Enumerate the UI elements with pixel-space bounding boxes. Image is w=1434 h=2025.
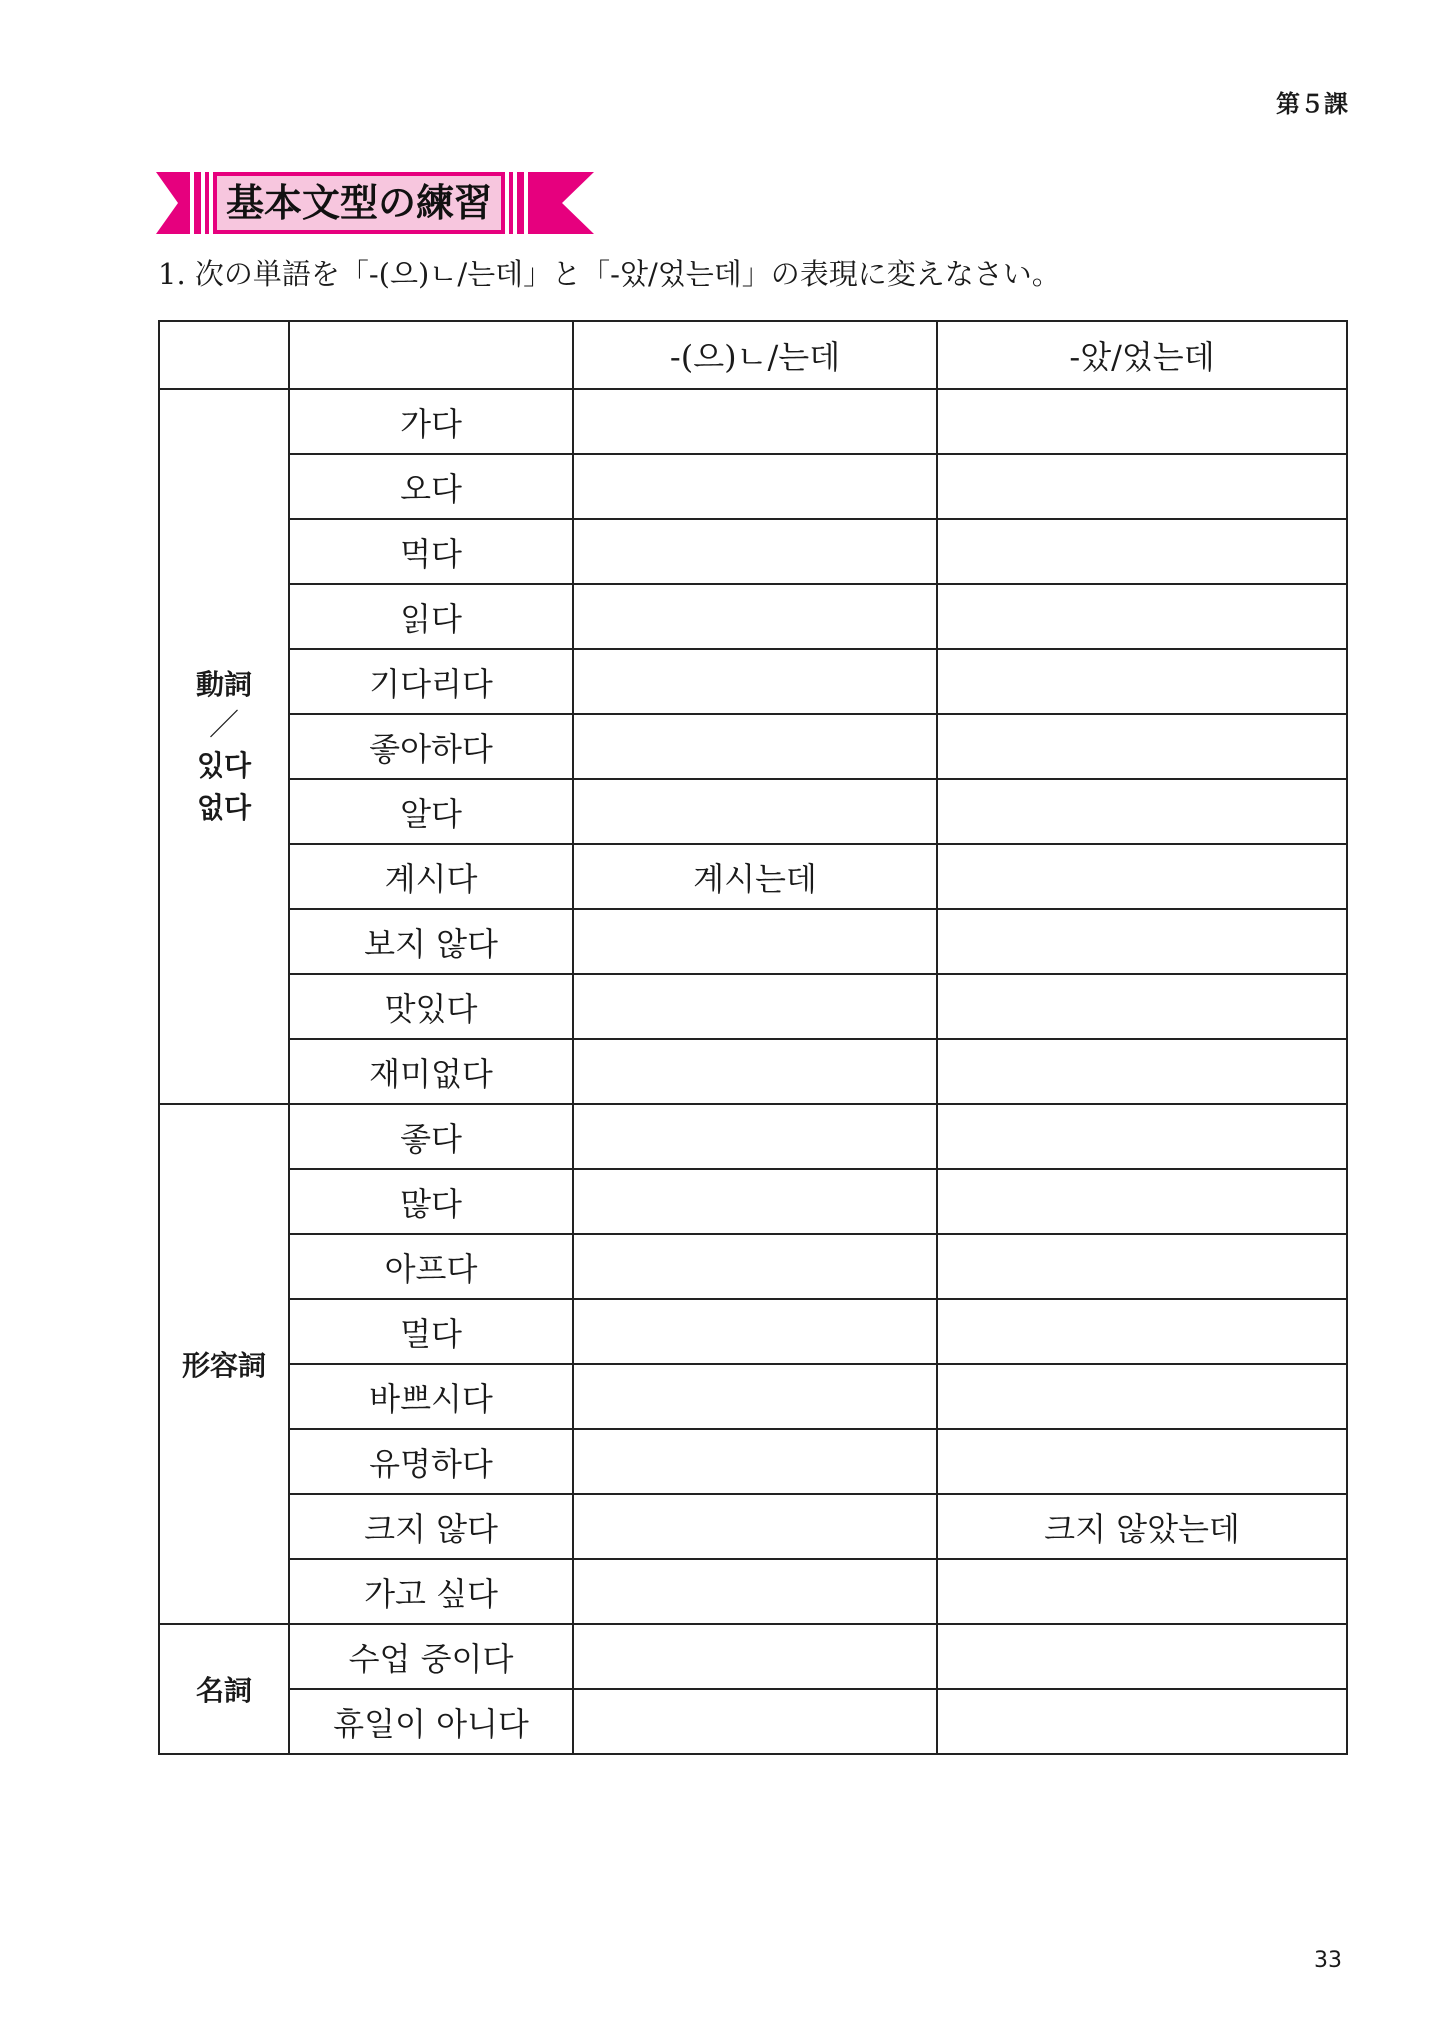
table-row bbox=[159, 844, 1347, 909]
past-form-cell bbox=[937, 584, 1347, 649]
section-title: 基本文型の練習 bbox=[225, 181, 492, 225]
word-cell: 바쁘시다 bbox=[289, 1364, 573, 1429]
past-form-cell bbox=[937, 909, 1347, 974]
eopta-label: 없다 bbox=[196, 791, 252, 824]
present-form-cell bbox=[573, 1429, 937, 1494]
table-row bbox=[159, 584, 1347, 649]
table-row bbox=[159, 1299, 1347, 1364]
present-form-cell bbox=[573, 714, 937, 779]
table-row bbox=[159, 974, 1347, 1039]
past-form-cell bbox=[937, 649, 1347, 714]
header-past-form: -았/었는데 bbox=[937, 321, 1347, 389]
present-form-cell bbox=[573, 909, 937, 974]
table-row bbox=[159, 1689, 1347, 1754]
word-cell: 기다리다 bbox=[289, 649, 573, 714]
word-cell: 아프다 bbox=[289, 1234, 573, 1299]
table-row bbox=[159, 1039, 1347, 1104]
word-cell: 가고 싶다 bbox=[289, 1559, 573, 1624]
past-form-cell bbox=[937, 974, 1347, 1039]
present-form-cell bbox=[573, 779, 937, 844]
word-cell: 좋아하다 bbox=[289, 714, 573, 779]
conjugation-table bbox=[158, 320, 1348, 1755]
word-cell: 멀다 bbox=[289, 1299, 573, 1364]
table-row bbox=[159, 1364, 1347, 1429]
header-present-form: -(으)ㄴ/는데 bbox=[573, 321, 937, 389]
word-cell: 가다 bbox=[289, 389, 573, 454]
word-cell: 오다 bbox=[289, 454, 573, 519]
table-row bbox=[159, 1559, 1347, 1624]
past-form-cell bbox=[937, 1559, 1347, 1624]
lesson-label: 第５課 bbox=[1276, 90, 1348, 118]
table-row bbox=[159, 1624, 1347, 1689]
itta-label: 있다 bbox=[196, 749, 252, 782]
past-form-cell bbox=[937, 779, 1347, 844]
section-banner bbox=[156, 172, 594, 234]
table-row bbox=[159, 714, 1347, 779]
past-form-cell bbox=[937, 1624, 1347, 1689]
present-form-cell bbox=[573, 1689, 937, 1754]
word-cell: 먹다 bbox=[289, 519, 573, 584]
present-form-cell bbox=[573, 389, 937, 454]
present-form-cell bbox=[573, 1559, 937, 1624]
table-row bbox=[159, 1234, 1347, 1299]
past-form-cell bbox=[937, 519, 1347, 584]
verbs-label: 動詞 bbox=[195, 668, 252, 701]
past-form-cell bbox=[937, 1104, 1347, 1169]
table-row bbox=[159, 454, 1347, 519]
past-form-cell bbox=[937, 1234, 1347, 1299]
table-row bbox=[159, 909, 1347, 974]
table-row bbox=[159, 779, 1347, 844]
present-form-cell bbox=[573, 1624, 937, 1689]
table-row bbox=[159, 1494, 1347, 1559]
past-form-cell bbox=[937, 1429, 1347, 1494]
past-form-cell bbox=[937, 844, 1347, 909]
category-verbs bbox=[159, 389, 289, 1104]
past-form-cell bbox=[937, 714, 1347, 779]
header-category-cell bbox=[159, 321, 289, 389]
present-form-cell bbox=[573, 1494, 937, 1559]
word-cell: 수업 중이다 bbox=[289, 1624, 573, 1689]
present-form-cell bbox=[573, 1299, 937, 1364]
past-form-cell: 크지 않았는데 bbox=[937, 1494, 1347, 1559]
table-row bbox=[159, 389, 1347, 454]
past-form-cell bbox=[937, 1689, 1347, 1754]
present-form-cell bbox=[573, 649, 937, 714]
header-row bbox=[159, 321, 1347, 389]
present-form-cell bbox=[573, 1364, 937, 1429]
table-row bbox=[159, 1429, 1347, 1494]
word-cell: 맛있다 bbox=[289, 974, 573, 1039]
word-cell: 재미없다 bbox=[289, 1039, 573, 1104]
past-form-cell bbox=[937, 1169, 1347, 1234]
present-form-cell bbox=[573, 974, 937, 1039]
table-row bbox=[159, 649, 1347, 714]
word-cell: 많다 bbox=[289, 1169, 573, 1234]
verbs-slash: ／ bbox=[208, 708, 239, 743]
present-form-cell bbox=[573, 1039, 937, 1104]
word-cell: 읽다 bbox=[289, 584, 573, 649]
past-form-cell bbox=[937, 454, 1347, 519]
present-form-cell bbox=[573, 1104, 937, 1169]
present-form-cell bbox=[573, 454, 937, 519]
word-cell: 크지 않다 bbox=[289, 1494, 573, 1559]
table-row bbox=[159, 1169, 1347, 1234]
category-nouns: 名詞 bbox=[159, 1624, 289, 1754]
present-form-cell: 계시는데 bbox=[573, 844, 937, 909]
present-form-cell bbox=[573, 584, 937, 649]
exercise-instruction: 1. 次の単語を「-(으)ㄴ/는데」と「-았/었는데」の表現に変えなさい。 bbox=[158, 257, 1061, 291]
word-cell: 유명하다 bbox=[289, 1429, 573, 1494]
past-form-cell bbox=[937, 1364, 1347, 1429]
word-cell: 좋다 bbox=[289, 1104, 573, 1169]
header-word-cell bbox=[289, 321, 573, 389]
past-form-cell bbox=[937, 1039, 1347, 1104]
word-cell: 휴일이 아니다 bbox=[289, 1689, 573, 1754]
present-form-cell bbox=[573, 1169, 937, 1234]
past-form-cell bbox=[937, 1299, 1347, 1364]
table-row bbox=[159, 519, 1347, 584]
category-adjectives: 形容詞 bbox=[159, 1104, 289, 1624]
verbs-label-stack bbox=[196, 664, 252, 829]
word-cell: 계시다 bbox=[289, 844, 573, 909]
word-cell: 보지 않다 bbox=[289, 909, 573, 974]
word-cell: 알다 bbox=[289, 779, 573, 844]
table-row bbox=[159, 1104, 1347, 1169]
present-form-cell bbox=[573, 1234, 937, 1299]
page-number: 33 bbox=[1314, 1948, 1342, 1973]
past-form-cell bbox=[937, 389, 1347, 454]
present-form-cell bbox=[573, 519, 937, 584]
